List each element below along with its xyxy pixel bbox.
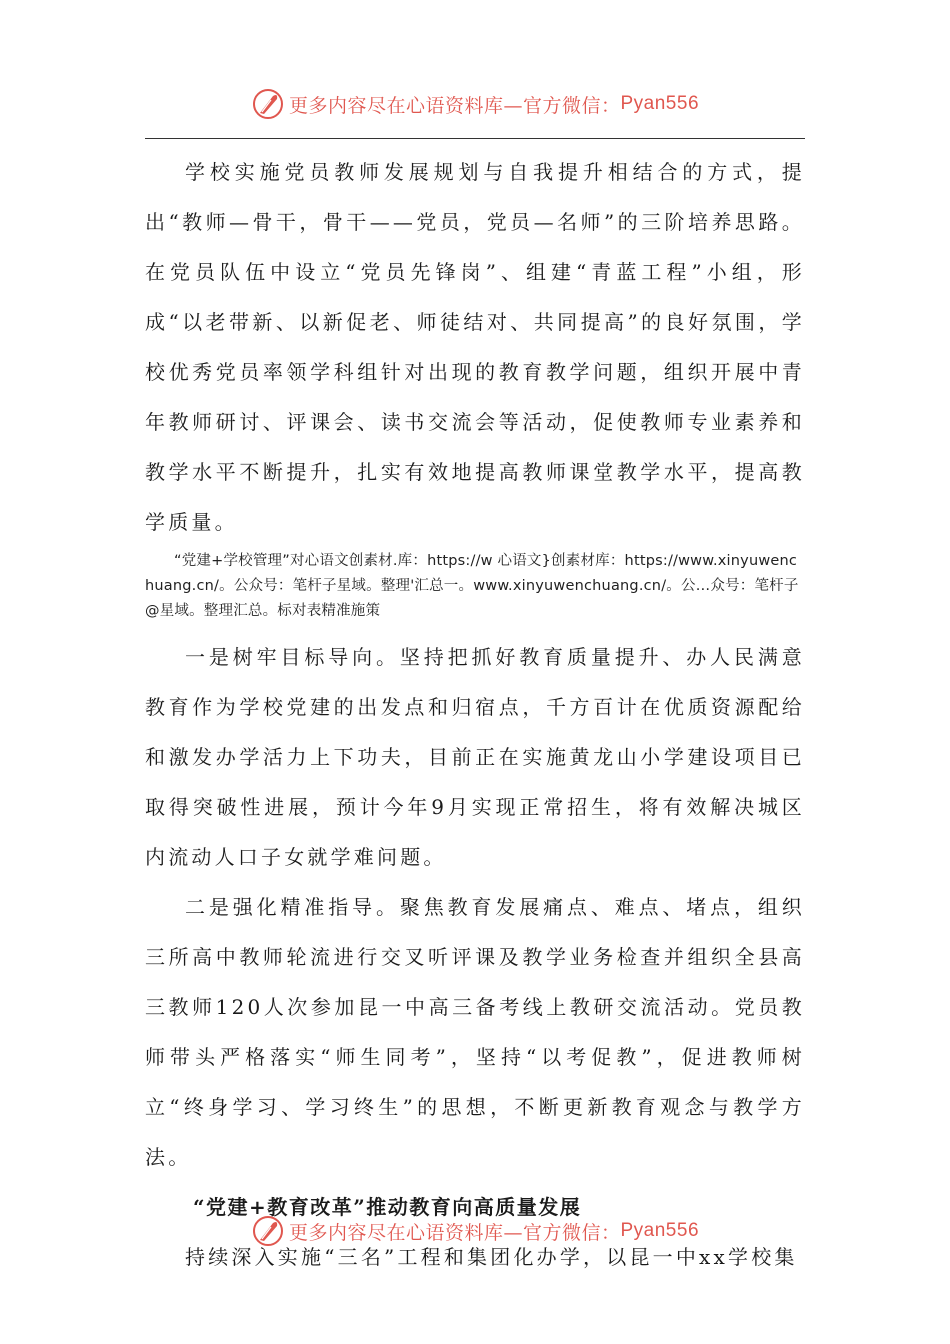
- header-rule: [145, 138, 805, 139]
- banner-handle: Pyan556: [620, 1220, 700, 1241]
- source-note: “党建+学校管理”对心语文创素材.库：https://w 心语文}创素材库：https://www.xinyuwenchuang.cn/。公众号：笔杆子星域。整理'汇总一。www.xinyuwenchuang.cn/。公…众号：笔杆子@星域。整理汇总。标对表精准施策: [145, 553, 799, 619]
- banner-text: 更多内容尽在心语资料库—官方微信：: [288, 1221, 621, 1244]
- banner-text: 更多内容尽在心语资料库—官方微信：: [288, 94, 621, 117]
- footer-banner: [0, 1211, 950, 1251]
- paragraph-4: 持续深入实施“三名”工程和集团化办学，以昆一中xx学校集: [185, 1245, 798, 1269]
- header-banner: [0, 84, 950, 124]
- document-body: [145, 147, 805, 1282]
- quill-pen-icon: [251, 1214, 285, 1248]
- paragraph-2: 一是树牢目标导向。坚持把抓好教育质量提升、办人民满意教育作为学校党建的出发点和归宿点，千方百计在优质资源配给和激发办学活力上下功夫，目前正在实施黄龙山小学建设项目已取得突破性进展，预计今年9月实现正常招生，将有效解决城区内流动人口子女就学难问题。: [145, 645, 805, 869]
- quill-pen-icon: [251, 87, 285, 121]
- paragraph-1: 学校实施党员教师发展规划与自我提升相结合的方式，提出“教师—骨干，骨干——党员，党员—名师”的三阶培养思路。在党员队伍中设立“党员先锋岗”、组建“青蓝工程”小组，形成“以老带新、以新促老、师徒结对、共同提高”的良好氛围，学校优秀党员率领学科组针对出现的教育教学问题，组织开展中青年教师研讨、评课会、读书交流会等活动，促使教师专业素养和教学水平不断提升，扎实有效地提高教师课堂教学水平，提高教学质量。: [145, 160, 805, 534]
- banner-handle: Pyan556: [620, 93, 700, 114]
- section-heading: “党建+教育改革”推动教育向高质量发展: [193, 1195, 582, 1219]
- paragraph-3: 二是强化精准指导。聚焦教育发展痛点、难点、堵点，组织三所高中教师轮流进行交叉听评课及教学业务检查并组织全县高三教师120人次参加昆一中高三备考线上教研交流活动。党员教师带头严格落实“师生同考”，坚持“以考促教”，促进教师树立“终身学习、学习终生”的思想，不断更新教育观念与教学方法。: [145, 895, 805, 1169]
